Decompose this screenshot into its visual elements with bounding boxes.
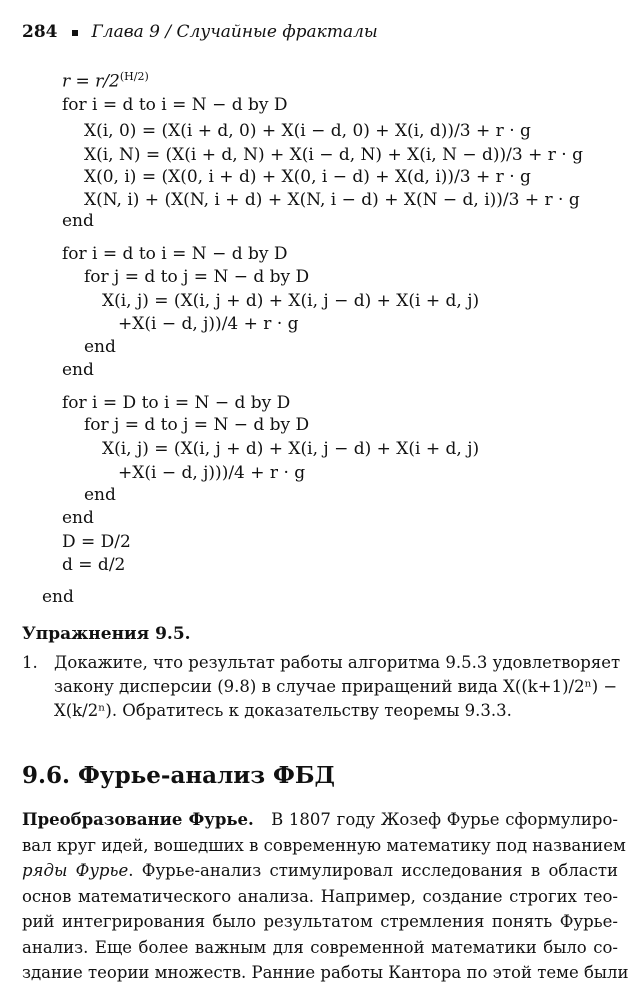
run-in-title: Преобразование Фурье. <box>22 810 254 829</box>
algorithm-line: d = d/2 <box>62 555 126 575</box>
algorithm-line: end <box>42 587 74 607</box>
algorithm-line: for j = d to j = N − d by D <box>84 415 310 435</box>
header-bullet <box>72 30 78 36</box>
running-header <box>22 22 378 42</box>
exercise-number: 1. <box>22 653 38 672</box>
exercise-line: закону дисперсии (9.8) в случае приращений вида X((k+1)/2ⁿ) − <box>54 677 618 696</box>
algorithm-line: X(i, j) = (X(i, j + d) + X(i, j − d) + X(i + d, j) <box>102 439 480 459</box>
paragraph-line: рий интегрирования было результатом стремления понять Фурье- <box>22 912 618 931</box>
algorithm-line: for i = d to i = N − d by D <box>62 244 288 264</box>
algorithm-line: +X(i − d, j))/4 + r · g <box>118 314 299 334</box>
exercise-text <box>54 651 621 723</box>
paragraph-line: вал круг идей, вошедших в современную математику под названием <box>22 835 626 855</box>
algorithm-line: for i = D to i = N − d by D <box>62 393 291 413</box>
exponent: (H/2) <box>119 70 149 83</box>
exercises-title: Упражнения 9.5. <box>22 624 191 644</box>
algorithm-line: end <box>84 485 116 505</box>
paragraph-line: анализ. Еще более важным для современной математики было со- <box>22 937 618 957</box>
italic-term: ряды Фурье <box>22 861 129 880</box>
algorithm-line: X(i, j) = (X(i, j + d) + X(i, j − d) + X(i + d, j) <box>102 291 480 311</box>
algorithm-line: X(i, 0) = (X(i + d, 0) + X(i − d, 0) + X(i, d))/3 + r · g <box>84 121 531 141</box>
paragraph-line: ряды Фурье. Фурье-анализ стимулировал исследования в области <box>22 861 618 880</box>
algorithm-line: $r = r/2^{(H/2)}$ <box>62 70 149 92</box>
paragraph-line: Преобразование Фурье. В 1807 году Жозеф Фурье сформулиро- <box>22 810 618 829</box>
exercise-line: X(k/2ⁿ). Обратитесь к доказательству теоремы 9.3.3. <box>54 701 512 720</box>
algorithm-line: for i = d to i = N − d by D <box>62 95 288 115</box>
algorithm-line: +X(i − d, j)))/4 + r · g <box>118 463 306 483</box>
paragraph-line: основ математического анализа. Например, создание строгих тео- <box>22 886 618 906</box>
paragraph-line: здание теории множеств. Ранние работы Кантора по этой теме были <box>22 963 629 982</box>
algorithm-line: X(i, N) = (X(i + d, N) + X(i − d, N) + X(i, N − d))/3 + r · g <box>84 145 583 165</box>
algorithm-line: D = D/2 <box>62 532 131 552</box>
page-number: 284 <box>22 22 58 42</box>
algorithm-line: end <box>84 337 116 357</box>
body-paragraph <box>22 807 629 986</box>
algorithm-line: X(N, i) + (X(N, i + d) + X(N, i − d) + X(N − d, i))/3 + r · g <box>84 190 580 210</box>
chapter-title: Глава 9 / Случайные фракталы <box>91 22 378 42</box>
algorithm-line: end <box>62 508 94 528</box>
exercise-line: Докажите, что результат работы алгоритма 9.5.3 удовлетворяет <box>54 653 621 672</box>
section-title: 9.6. Фурье-анализ ФБД <box>22 762 335 789</box>
algorithm-line: X(0, i) = (X(0, i + d) + X(0, i − d) + X(d, i))/3 + r · g <box>84 167 531 187</box>
algorithm-line: end <box>62 211 94 231</box>
algorithm-line: end <box>62 360 94 380</box>
algorithm-line: for j = d to j = N − d by D <box>84 267 310 287</box>
